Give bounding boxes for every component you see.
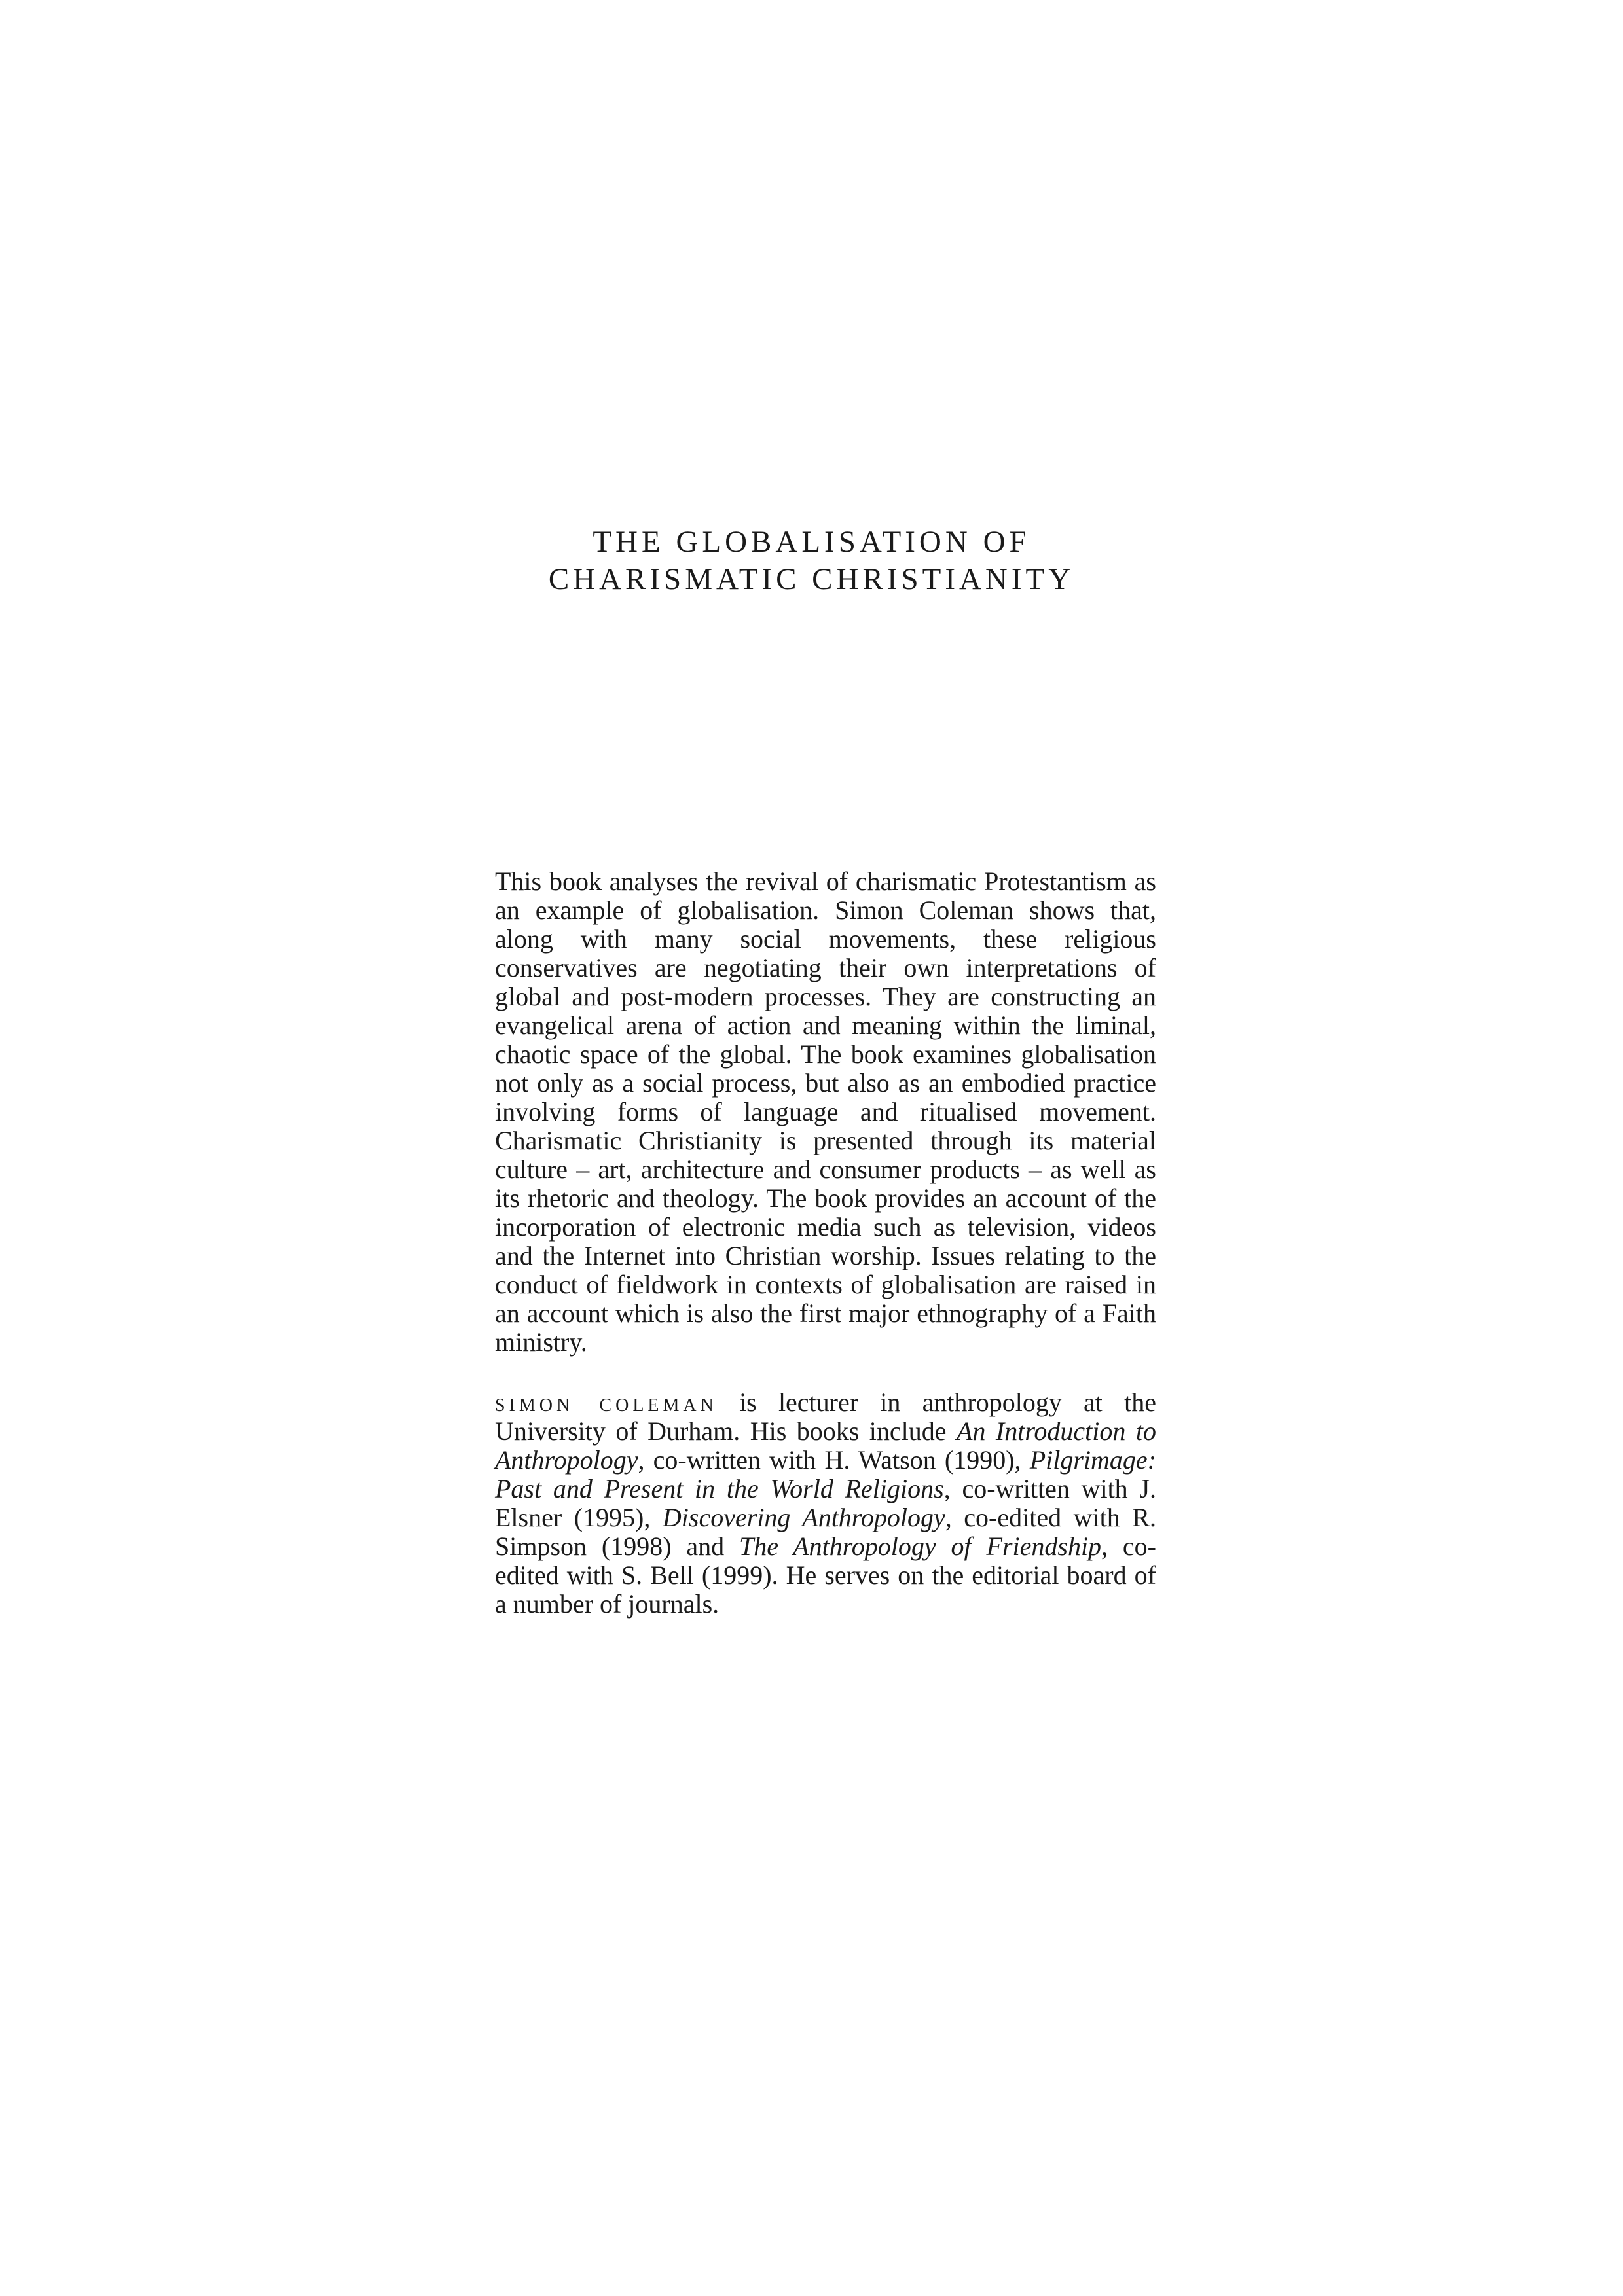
- blurb-text: [495, 867, 1156, 1619]
- book-title-3: Discovering Anthropology: [662, 1503, 945, 1532]
- author-bio: [495, 1388, 1156, 1619]
- title-line-1: THE GLOBALISATION OF: [593, 525, 1030, 559]
- author-bio-text-4: , co-edited with S. Bell (1999). He serves on the editorial board of a number of journals.: [495, 1532, 1157, 1619]
- book-title-2: Pilgrimage: Past and Present in the World Religions: [495, 1445, 1156, 1503]
- author-bio-text-2: , co-written with J. Elsner (1995),: [495, 1474, 1156, 1532]
- author-name: simon coleman: [495, 1388, 718, 1417]
- book-description: This book analyses the revival of charismatic Protestantism as an example of globalisation. Simon Coleman shows that, along with many social movements, these religious conservatives are negotiating their own interpretations of global and post-modern processes. They are constructing an evangelical arena of action and meaning within the liminal, chaotic space of the global. The book examines globalisation not only as a social process, but also as an embodied practice involving forms of language and ritualised movement. Charismatic Christianity is presented through its material culture – art, architecture and consumer products – as well as its rhetoric and theology. The book provides an account of the incorporation of electronic media such as television, videos and the Internet into Christian worship. Issues relating to the conduct of fieldwork in contexts of globalisation are raised in an account which is also the first major ethnography of a Faith ministry.: [495, 867, 1156, 1357]
- book-title: [0, 524, 1623, 598]
- title-line-2: CHARISMATIC CHRISTIANITY: [548, 562, 1075, 596]
- author-bio-text-1: , co-written with H. Watson (1990),: [638, 1445, 1030, 1475]
- author-bio-text-3: , co-edited with R. Simpson (1998) and: [495, 1503, 1156, 1561]
- book-title-4: The Anthropology of Friendship: [739, 1532, 1102, 1561]
- author-bio-intro: is lecturer in anthropology at the University of Durham. His books include: [495, 1388, 1156, 1446]
- book-title-1: An Introduction to Anthropology: [495, 1416, 1156, 1475]
